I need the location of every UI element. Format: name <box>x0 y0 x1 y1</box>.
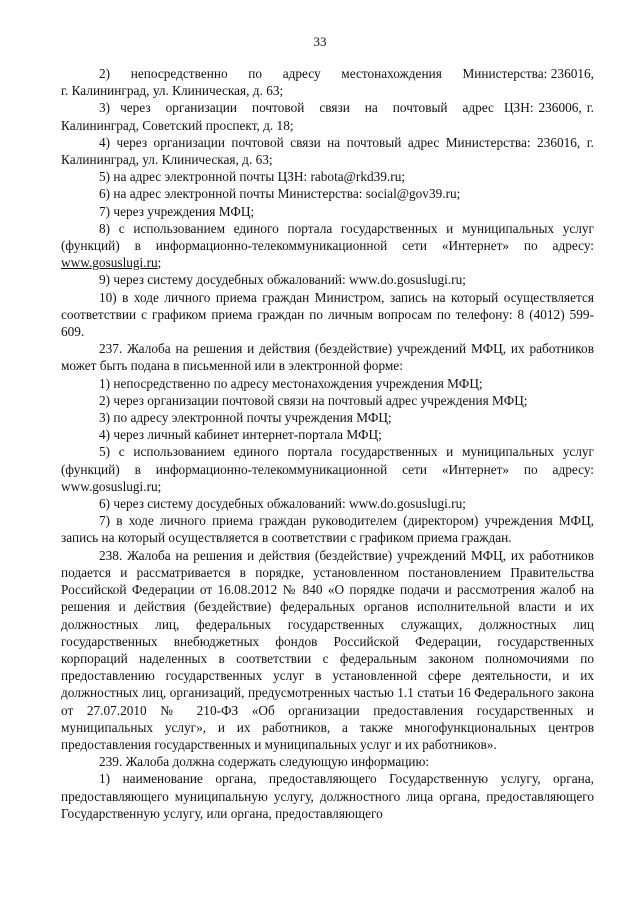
list-item-8-gosuslugi-portal <box>61 220 594 272</box>
section-237-item-3: 3) по адресу электронной почты учреждения МФЦ; <box>99 410 392 426</box>
list-item-7-mfc: 7) через учреждения МФЦ; <box>99 203 255 219</box>
section-237-item-1: 1) непосредственно по адресу местонахождения учреждения МФЦ; <box>99 375 483 391</box>
section-238: 238. Жалоба на решения и действия (бездействие) учреждений МФЦ, их работников подается и рассматривается в порядке, установленном постановлением Правительства Российской Федерации от 16.08.2012 № 840 «О порядке подачи и рассмотрения жалоб на решения и действия (бездействие) федеральных органов исполнительной власти и их должностных лиц, федеральных государственных служащих, должностных лиц государственных внебюджетных фондов Российской Федерации, государственных корпораций наделенных в соответствии с федеральным законом полномочиями по предоставлению государственных услуг в установленной сфере деятельности, и их должностных лиц, организаций, предусмотренных частью 1.1 статьи 16 Федерального закона от 27.07.2010 № 210-ФЗ «Об организации предоставления государственных и муниципальных услуг», и их работников, а также многофункциональных центров предоставления государственных и муниципальных услуг и их работников». <box>61 547 594 752</box>
section-237-item-4: 4) через личный кабинет интернет-портала МФЦ; <box>99 427 382 443</box>
list-item-8-text: 8) с использованием единого портала государственных и муниципальных услуг (функций) в информационно-телекоммуникационной сети «Интернет» по адресу: <box>61 220 594 254</box>
gosuslugi-link[interactable]: www.gosuslugi.ru <box>61 255 158 271</box>
list-item-5-czn-email: 5) на адрес электронной почты ЦЗН: rabota@rkd39.ru; <box>99 169 406 185</box>
section-239-intro: 239. Жалоба должна содержать следующую информацию: <box>99 754 430 770</box>
section-237-intro: 237. Жалоба на решения и действия (бездействие) учреждений МФЦ, их работников может быть подана в письменной или в электронной форме: <box>61 341 594 374</box>
document-body <box>61 65 594 822</box>
list-item-2-ministry-address: 2) непосредственно по адресу местонахождения Министерства: 236016, г. Калининград, ул. Клиническая, д. 63; <box>61 66 594 99</box>
section-237-item-6: 6) через систему досудебных обжалований: www.do.gosuslugi.ru; <box>99 496 466 512</box>
list-item-9-pretrial-system: 9) через систему досудебных обжалований: www.do.gosuslugi.ru; <box>99 272 466 288</box>
page-number: 33 <box>313 34 327 49</box>
section-239-item-1: 1) наименование органа, предоставляющего Государственную услугу, органа, предоставляющего муниципальную услугу, должностного лица органа, предоставляющего Государственную услугу, или органа, предоставляющего <box>61 771 594 821</box>
list-item-3-czn-postal: 3) через организации почтовой связи на почтовый адрес ЦЗН: 236006, г. Калининград, Советский проспект, д. 18; <box>61 100 594 133</box>
section-237-item-7: 7) в ходе личного приема граждан руководителем (директором) учреждения МФЦ, запись на который осуществляется в соответствии с графиком приема граждан. <box>61 513 594 546</box>
list-item-4-ministry-postal: 4) через организации почтовой связи на почтовый адрес Министерства: 236016, г. Калининград, ул. Клиническая, д. 63; <box>61 134 594 168</box>
list-item-10-personal-reception: 10) в ходе личного приема граждан Министром, запись на который осуществляется соответствии с графиком приема граждан по личным вопросам по телефону: 8 (4012) 599-609. <box>61 289 594 340</box>
list-item-6-ministry-email: 6) на адрес электронной почты Министерства: social@gov39.ru; <box>99 186 461 202</box>
list-item-8-suffix: ; <box>157 255 162 271</box>
section-237-item-2: 2) через организации почтовой связи на почтовый адрес учреждения МФЦ; <box>99 392 528 408</box>
section-237-item-5: 5) с использованием единого портала государственных и муниципальных услуг (функций) в информационно-телекоммуникационной сети «Интернет» по адресу: www.gosuslugi.ru; <box>61 444 594 494</box>
